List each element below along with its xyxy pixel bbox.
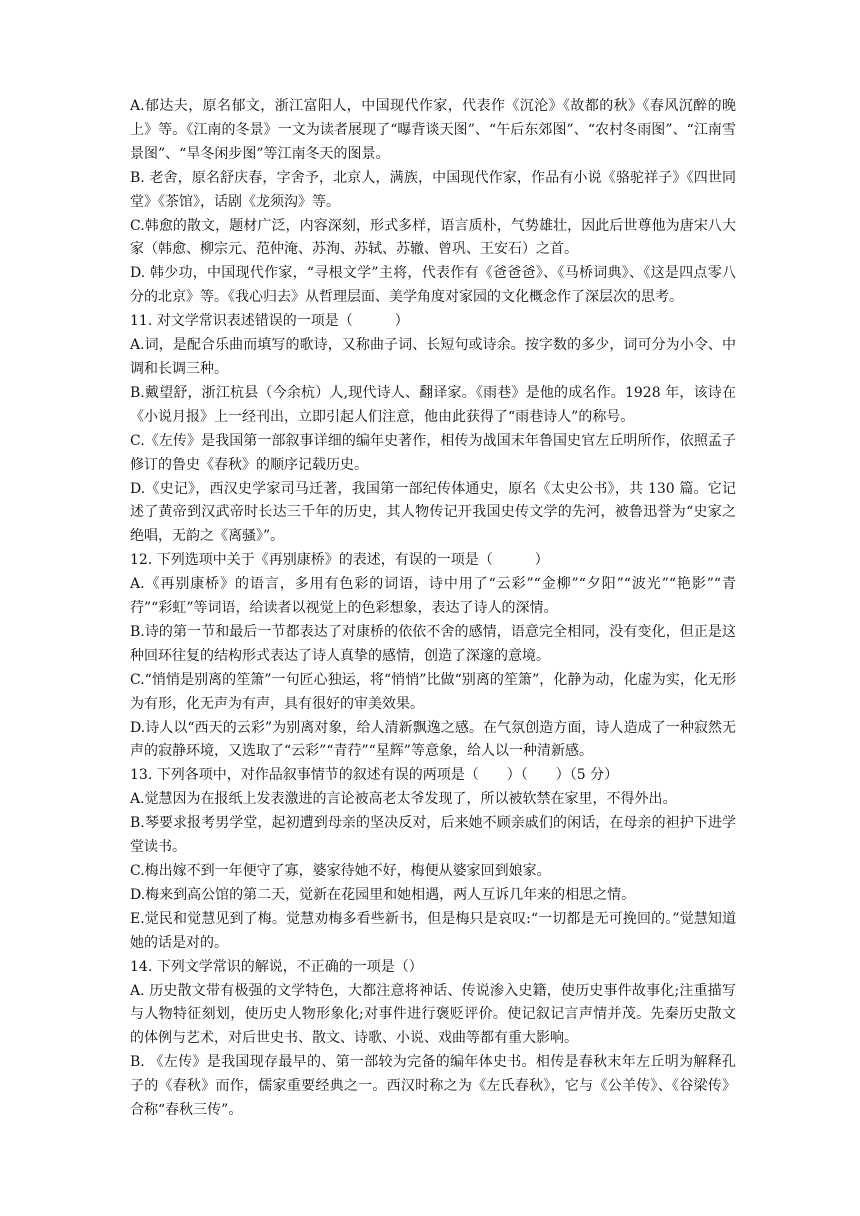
option-a-yu-dafu: A.郁达夫，原名郁文，浙江富阳人，中国现代作家，代表作《沉沦》《故都的秋》《春风沉醉的晚上》等。《江南的冬景》一文为读者展现了“曝背谈天图”、“午后东郊图”、“农村冬雨图”、“江南雪景图”、“旱冬闲步图”等江南冬天的图景。: [130, 98, 736, 162]
q11-option-d: D.《史记》，西汉史学家司马迁著，我国第一部纪传体通史，原名《太史公书》，共 130 篇。它记述了黄帝到汉武帝时长达三千年的历史，其人物传记开我国史传文学的先河，被鲁迅誉为“史家之绝唱，无韵之《离骚》”。: [130, 480, 736, 545]
q11-option-b: B.戴望舒，浙江杭县（今余杭）人,现代诗人、翻译家。《雨巷》是他的成名作。1928 年，该诗在《小说月报》上一经刊出，立即引起人们注意，他由此获得了“雨巷诗人”的称号。: [130, 384, 736, 425]
q14-option-b: B. 《左传》是我国现存最早的、第一部较为完备的编年体史书。相传是春秋末年左丘明为解释孔子的《春秋》而作，儒家重要经典之一。西汉时称之为《左氏春秋》，它与《公羊传》、《谷梁传》合称“春秋三传”。: [130, 1054, 736, 1119]
q13-option-d: D.梅来到高公馆的第二天，觉新在花园里和她相遇，两人互诉几年来的相思之情。: [130, 886, 636, 903]
q13-option-e: E.觉民和觉慧见到了梅。觉慧劝梅多看些新书，但是梅只是哀叹:“一切都是无可挽回的。”觉慧知道她的话是对的。: [130, 910, 736, 951]
q14-option-a: A. 历史散文带有极强的文学特色，大都注意将神话、传说渗入史籍，使历史事件故事化;注重描写与人物特征刻划，使历史人物形象化;对事件进行褒贬评价。使记叙记言声情并茂。先秦历史散文的体例与艺术，对后世史书、散文、诗歌、小说、戏曲等都有重大影响。: [130, 982, 736, 1047]
q13-option-a: A.觉慧因为在报纸上发表激进的言论被高老太爷发现了，所以被软禁在家里，不得外出。: [130, 791, 677, 808]
q13-option-b: B.琴要求报考男学堂，起初遭到母亲的坚决反对，后来她不顾亲戚们的闲话，在母亲的袒护下进学堂读书。: [130, 815, 736, 856]
q12-option-d: D.诗人以“西天的云彩”为别离对象，给人清新飘逸之感。在气氛创造方面，诗人造成了一种寂然无声的寂静环境，又选取了“云彩”“青荇”“星辉”等意象，给人以一种清新感。: [130, 719, 736, 760]
option-b-lao-she: B. 老舍，原名舒庆春，字舍予，北京人，满族，中国现代作家，作品有小说《骆驼祥子》《四世同堂》《茶馆》，话剧《龙须沟》等。: [130, 169, 736, 210]
q11-option-a: A.词，是配合乐曲而填写的歌诗，又称曲子词、长短句或诗余。按字数的多少，词可分为小令、中调和长调三种。: [130, 337, 736, 377]
q11-option-c: C.《左传》是我国第一部叙事详细的编年史著作，相传为战国末年鲁国史官左丘明所作，依照孟子修订的鲁史《春秋》的顺序记载历史。: [130, 432, 736, 473]
question-13: 13. 下列各项中，对作品叙事情节的叙述有误的两项是（ ）（ ）（5 分）: [130, 767, 619, 784]
option-d-han-shaogong: D. 韩少功，中国现代作家，“寻根文学”主将，代表作有《爸爸爸》、《马桥词典》、《这是四点零八分的北京》等。《我心归去》从哲理层面、美学角度对家园的文化概念作了深层次的思考。: [130, 265, 736, 306]
q12-option-b: B.诗的第一节和最后一节都表达了对康桥的依依不舍的感情，语意完全相同，没有变化，但正是这种回环往复的结构形式表达了诗人真挚的感情，创造了深邃的意境。: [130, 623, 736, 664]
q12-option-c: C.“悄悄是别离的笙箫”一句匠心独运，将“悄悄”比做“别离的笙箫”，化静为动，化虚为实，化无形为有形，化无声为有声，具有很好的审美效果。: [130, 671, 736, 712]
question-14: 14. 下列文学常识的解说，不正确的一项是（）: [130, 958, 423, 975]
question-11: 11. 对文学常识表述错误的一项是（ ）: [130, 313, 409, 330]
option-c-han-yu: C.韩愈的散文，题材广泛，内容深刻，形式多样，语言质朴，气势雄壮，因此后世尊他为唐宋八大家（韩愈、柳宗元、范仲淹、苏洵、苏轼、苏辙、曾巩、王安石）之首。: [130, 217, 736, 258]
q12-option-a: A.《再别康桥》的语言，多用有色彩的词语，诗中用了“云彩”“金柳”“夕阳”“波光”“艳影”“青荇”“彩虹”等词语，给读者以视觉上的色彩想象，表达了诗人的深情。: [130, 576, 736, 617]
question-12: 12. 下列选项中关于《再别康桥》的表述，有误的一项是（ ）: [130, 552, 549, 569]
q13-option-c: C.梅出嫁不到一年便守了寡，婆家待她不好，梅便从婆家回到娘家。: [130, 863, 551, 879]
document-body: [130, 95, 736, 1123]
